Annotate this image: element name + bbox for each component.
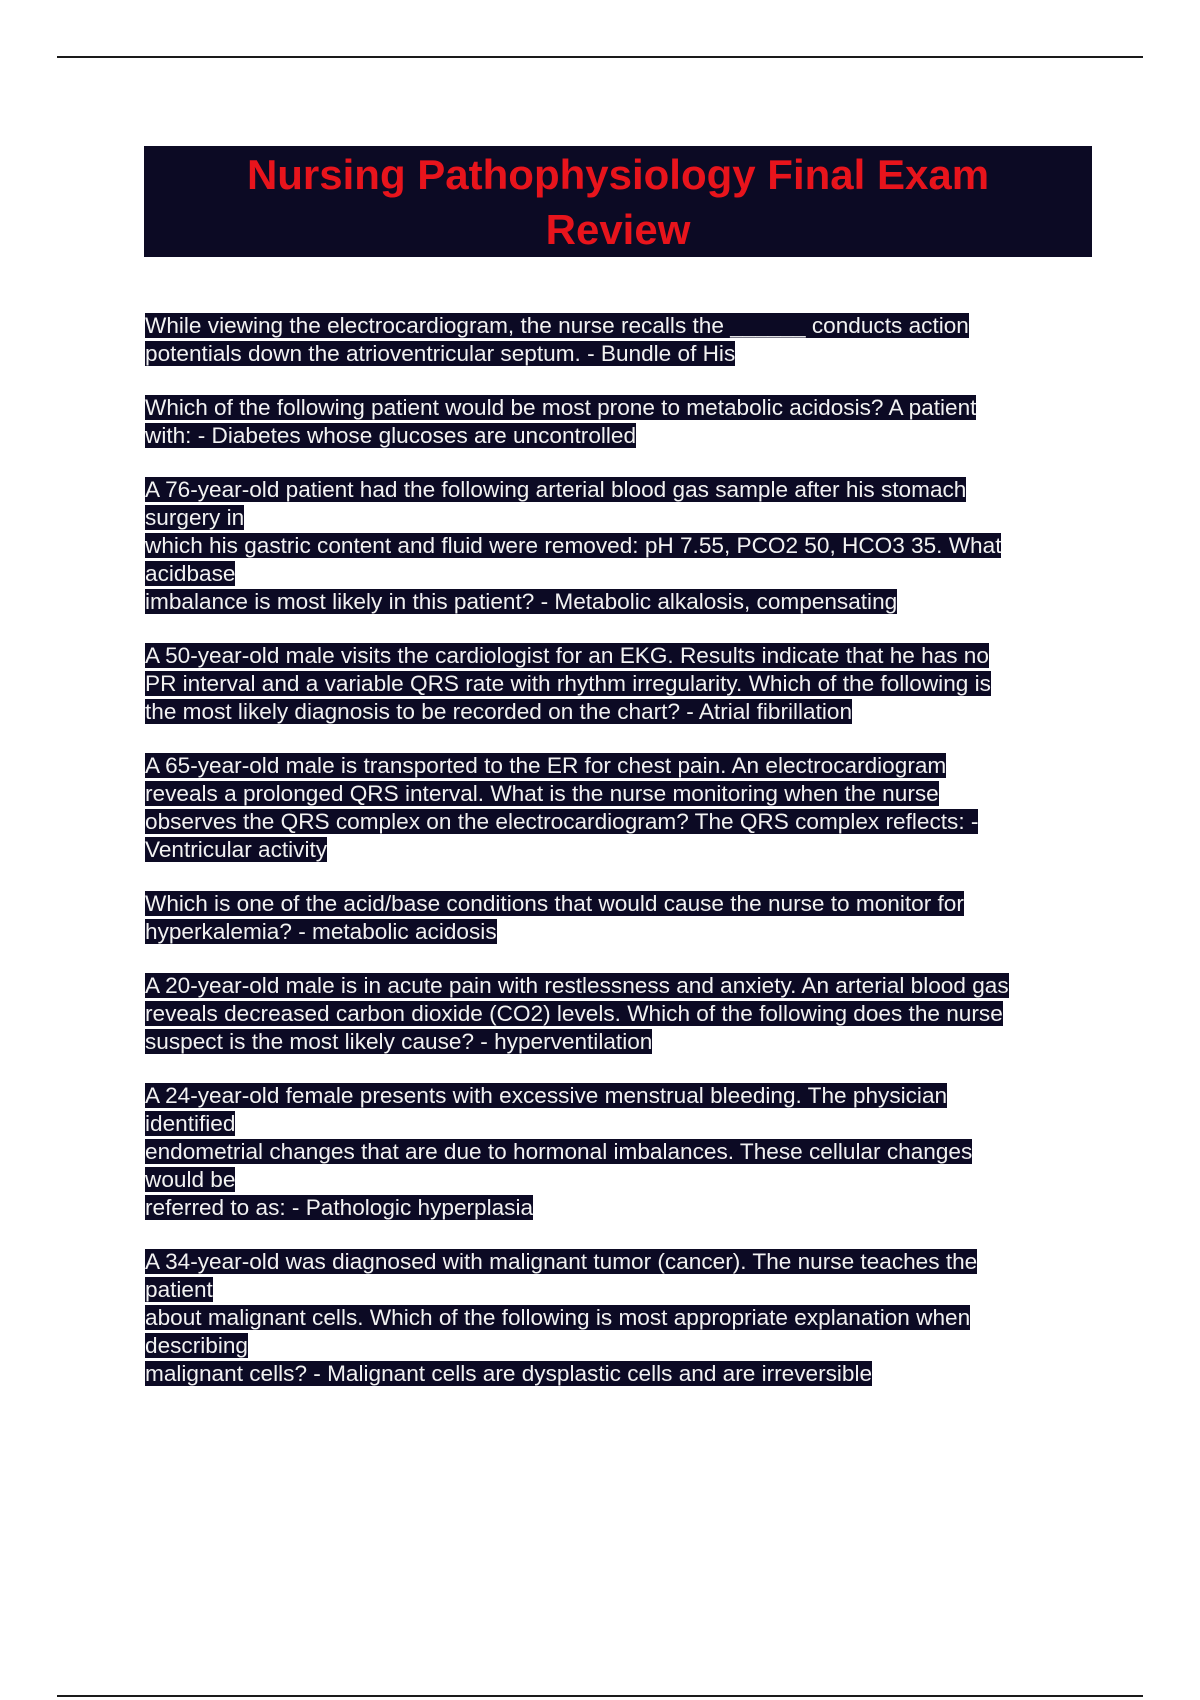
qa-line-text: potentials down the atrioventricular septum. - Bundle of His [145, 341, 736, 366]
qa-line [145, 670, 1080, 698]
qa-item [145, 642, 1080, 726]
qa-line [145, 1248, 1080, 1276]
qa-line-text: malignant cells? - Malignant cells are dysplastic cells and are irreversible [145, 1361, 873, 1386]
qa-item [145, 752, 1080, 864]
qa-line-text: endometrial changes that are due to hormonal imbalances. These cellular changes [145, 1139, 973, 1164]
top-rule [57, 56, 1143, 58]
qa-line [145, 972, 1080, 1000]
question-answer-list [145, 312, 1080, 1414]
qa-line [145, 1082, 1080, 1110]
qa-item [145, 476, 1080, 616]
qa-line [145, 312, 1080, 340]
qa-line [145, 698, 1080, 726]
qa-line [145, 1276, 1080, 1304]
qa-line [145, 780, 1080, 808]
qa-line [145, 1332, 1080, 1360]
qa-line-text: Which is one of the acid/base conditions that would cause the nurse to monitor for [145, 891, 964, 916]
qa-line-text: would be [145, 1167, 236, 1192]
qa-line [145, 890, 1080, 918]
qa-line-text: While viewing the electrocardiogram, the nurse recalls the ______ conducts action [145, 313, 969, 338]
qa-line-text: suspect is the most likely cause? - hyperventilation [145, 1029, 653, 1054]
qa-line [145, 588, 1080, 616]
qa-line-text: hyperkalemia? - metabolic acidosis [145, 919, 497, 944]
qa-item [145, 312, 1080, 368]
qa-line-text: A 24-year-old female presents with excessive menstrual bleeding. The physician [145, 1083, 948, 1108]
qa-line-text: reveals decreased carbon dioxide (CO2) levels. Which of the following does the nurse [145, 1001, 1003, 1026]
qa-line-text: describing [145, 1333, 248, 1358]
qa-line [145, 1194, 1080, 1222]
qa-line [145, 1360, 1080, 1388]
qa-line [145, 1166, 1080, 1194]
qa-line-text: which his gastric content and fluid were removed: pH 7.55, PCO2 50, HCO3 35. What [145, 533, 1002, 558]
qa-line [145, 918, 1080, 946]
qa-line-text: acidbase [145, 561, 236, 586]
bottom-rule [57, 1695, 1143, 1697]
qa-item [145, 394, 1080, 450]
qa-line [145, 394, 1080, 422]
qa-line-text: identified [145, 1111, 236, 1136]
qa-line [145, 422, 1080, 450]
qa-line [145, 532, 1080, 560]
document-title: Nursing Pathophysiology Final Exam Review [246, 150, 990, 253]
qa-line-text: A 34-year-old was diagnosed with malignant tumor (cancer). The nurse teaches the [145, 1249, 978, 1274]
qa-line [145, 560, 1080, 588]
qa-line [145, 752, 1080, 780]
qa-line [145, 1304, 1080, 1332]
qa-line-text: with: - Diabetes whose glucoses are uncontrolled [145, 423, 637, 448]
qa-line-text: A 76-year-old patient had the following arterial blood gas sample after his stomach [145, 477, 967, 502]
qa-line-text: observes the QRS complex on the electrocardiogram? The QRS complex reflects: - [145, 809, 979, 834]
title-banner [144, 146, 1092, 257]
qa-line [145, 1028, 1080, 1056]
qa-line [145, 504, 1080, 532]
qa-line-text: referred to as: - Pathologic hyperplasia [145, 1195, 534, 1220]
qa-line [145, 1138, 1080, 1166]
qa-line [145, 642, 1080, 670]
qa-line [145, 808, 1080, 836]
qa-item [145, 890, 1080, 946]
qa-line-text: A 50-year-old male visits the cardiologist for an EKG. Results indicate that he has no [145, 643, 989, 668]
qa-line-text: reveals a prolonged QRS interval. What is the nurse monitoring when the nurse [145, 781, 939, 806]
qa-line [145, 476, 1080, 504]
qa-item [145, 1248, 1080, 1388]
qa-line-text: A 20-year-old male is in acute pain with restlessness and anxiety. An arterial blood gas [145, 973, 1009, 998]
qa-item [145, 972, 1080, 1056]
qa-line-text: about malignant cells. Which of the following is most appropriate explanation when [145, 1305, 971, 1330]
qa-line-text: imbalance is most likely in this patient? - Metabolic alkalosis, compensating [145, 589, 898, 614]
qa-line-text: surgery in [145, 505, 245, 530]
qa-item [145, 1082, 1080, 1222]
qa-line-text: Ventricular activity [145, 837, 328, 862]
qa-line [145, 340, 1080, 368]
qa-line-text: Which of the following patient would be most prone to metabolic acidosis? A patient [145, 395, 977, 420]
qa-line [145, 1110, 1080, 1138]
qa-line-text: PR interval and a variable QRS rate with rhythm irregularity. Which of the following is [145, 671, 991, 696]
qa-line-text: the most likely diagnosis to be recorded on the chart? - Atrial fibrillation [145, 699, 853, 724]
qa-line [145, 1000, 1080, 1028]
qa-line-text: A 65-year-old male is transported to the ER for chest pain. An electrocardiogram [145, 753, 947, 778]
qa-line-text: patient [145, 1277, 213, 1302]
qa-line [145, 836, 1080, 864]
